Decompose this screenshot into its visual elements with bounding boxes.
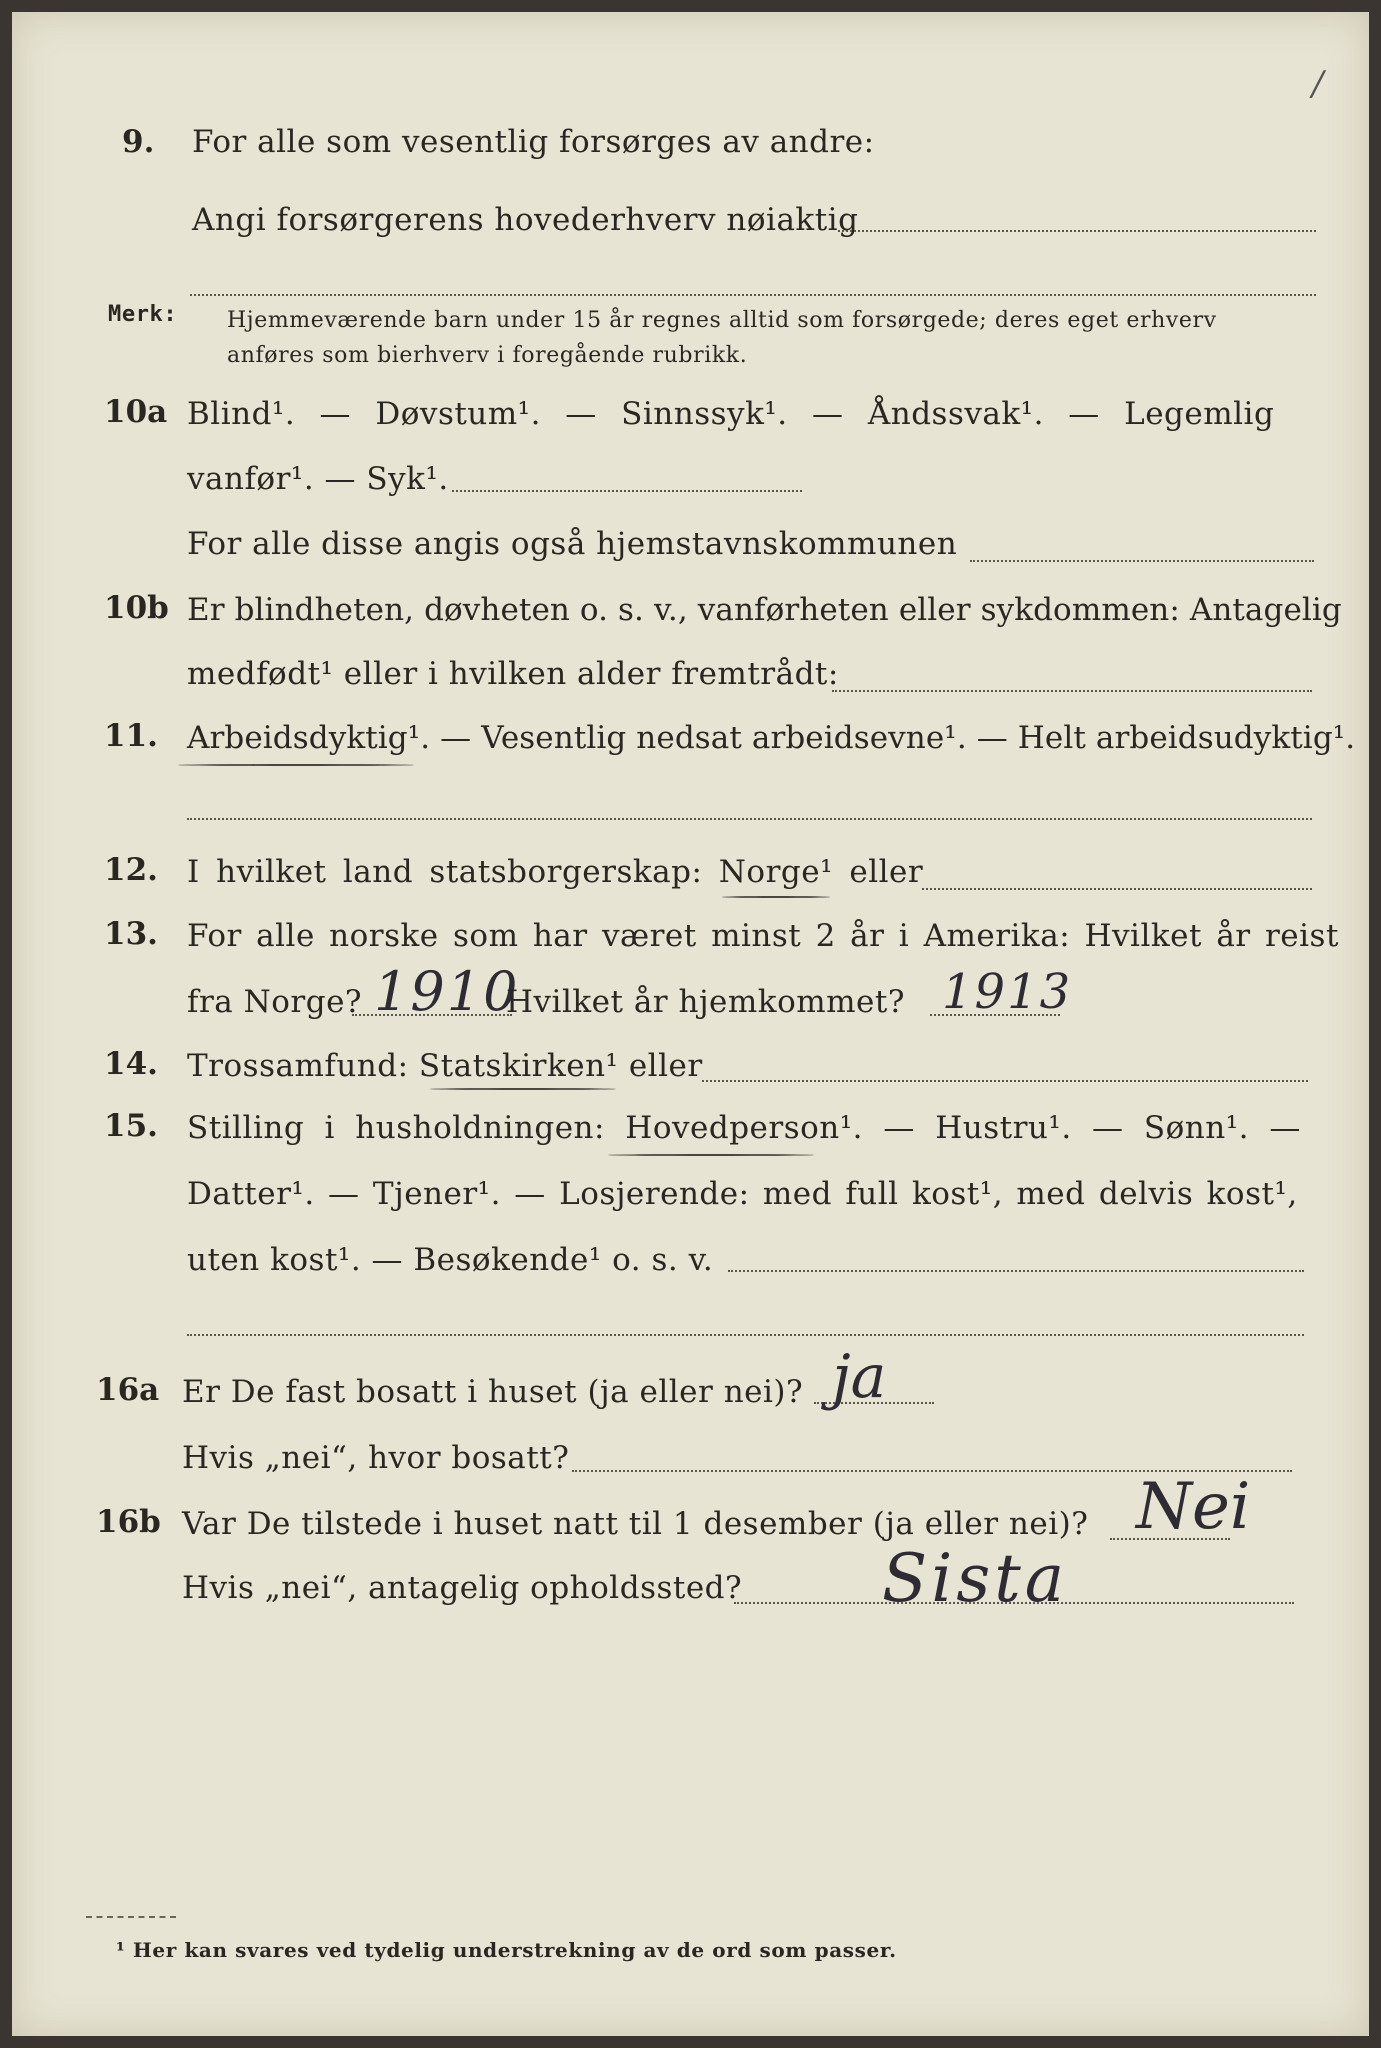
q16b-answer: Nei xyxy=(1136,1470,1251,1544)
q10b-line2: medfødt¹ eller i hvilken alder fremtrådt: xyxy=(187,656,839,692)
q14-underline-statskirken xyxy=(430,1088,616,1090)
merk-line1: Hjemmeværende barn under 15 år regnes alltid som forsørgede; deres eget erhverv xyxy=(227,308,1217,333)
q10a-line3: For alle disse angis også hjemstavnskommunen xyxy=(187,526,958,562)
q9-number: 9. xyxy=(122,124,155,160)
q10a-line1: Blind¹. — Døvstum¹. — Sinnssyk¹. — Åndssvak¹. — Legemlig xyxy=(187,396,1275,432)
q16a-line1: Er De fast bosatt i huset (ja eller nei)? xyxy=(182,1374,804,1410)
q10b-line1: Er blindheten, døvheten o. s. v., vanførheten eller sykdommen: Antagelig xyxy=(187,592,1342,628)
q11-underline-arbeidsdyktig xyxy=(178,764,414,766)
q15-answer-line-2[interactable] xyxy=(187,1334,1304,1336)
q16b-number: 16b xyxy=(96,1504,161,1540)
q15-line1: Stilling i husholdningen: Hovedperson¹. — Hustru¹. — Sønn¹. — xyxy=(187,1110,1301,1146)
merk-label: Merk: xyxy=(108,302,178,327)
footnote-rule xyxy=(86,1916,176,1918)
q15-underline-hovedperson xyxy=(608,1154,814,1156)
q10a-home-municipality-line[interactable] xyxy=(970,560,1314,562)
corner-pencil-mark: / xyxy=(1312,64,1324,104)
q10a-sick-answer-line[interactable] xyxy=(452,490,802,492)
merk-line2: anføres som bierhverv i foregående rubrikk. xyxy=(227,343,748,368)
q12-line1: I hvilket land statsborgerskap: Norge¹ eller xyxy=(187,854,924,890)
q15-line3: uten kost¹. — Besøkende¹ o. s. v. xyxy=(187,1242,714,1278)
q16a-answer: ja xyxy=(832,1342,887,1412)
q13-return-year-answer: 1913 xyxy=(942,964,1073,1020)
q15-number: 15. xyxy=(104,1108,158,1144)
census-form-page xyxy=(12,12,1369,2036)
q10b-answer-line[interactable] xyxy=(832,690,1312,692)
q14-answer-line[interactable] xyxy=(702,1080,1308,1082)
q11-line1: Arbeidsdyktig¹. — Vesentlig nedsat arbeidsevne¹. — Helt arbeidsudyktig¹. xyxy=(187,720,1356,756)
q16a-number: 16a xyxy=(96,1372,160,1408)
q15-line2: Datter¹. — Tjener¹. — Losjerende: med full kost¹, med delvis kost¹, xyxy=(187,1176,1298,1212)
q13-line1: For alle norske som har været minst 2 år i Amerika: Hvilket år reist xyxy=(187,918,1339,954)
q14-line1: Trossamfund: Statskirken¹ eller xyxy=(187,1048,703,1084)
q13-number: 13. xyxy=(104,916,158,952)
q9-answer-line[interactable] xyxy=(838,230,1316,232)
q12-number: 12. xyxy=(104,852,158,888)
q12-underline-norge xyxy=(722,896,830,898)
q10b-number: 10b xyxy=(104,590,169,626)
q16a-line2: Hvis „nei“, hvor bosatt? xyxy=(182,1440,570,1476)
q13-line2a: fra Norge? xyxy=(187,984,363,1020)
q15-answer-line[interactable] xyxy=(728,1270,1304,1272)
q10a-number: 10a xyxy=(104,394,168,430)
q13-departure-year-answer: 1910 xyxy=(374,960,520,1023)
q9-line2: Angi forsørgerens hovederhverv nøiaktig xyxy=(192,202,859,238)
q11-number: 11. xyxy=(104,718,158,754)
q12-answer-line[interactable] xyxy=(922,888,1312,890)
footnote: ¹ Her kan svares ved tydelig understrekning av de ord som passer. xyxy=(116,1938,897,1962)
q16b-line1: Var De tilstede i huset natt til 1 desember (ja eller nei)? xyxy=(182,1506,1089,1542)
q9-answer-line-2[interactable] xyxy=(190,294,1316,296)
q11-answer-line[interactable] xyxy=(187,818,1312,820)
q16b-whereabouts-answer: Sista xyxy=(882,1540,1069,1617)
q16b-line2: Hvis „nei“, antagelig opholdssted? xyxy=(182,1570,743,1606)
q10a-line2: vanfør¹. — Syk¹. xyxy=(187,461,449,497)
q14-number: 14. xyxy=(104,1046,158,1082)
q9-line1: For alle som vesentlig forsørges av andre: xyxy=(192,124,875,160)
q13-line2b: Hvilket år hjemkommet? xyxy=(506,984,905,1020)
